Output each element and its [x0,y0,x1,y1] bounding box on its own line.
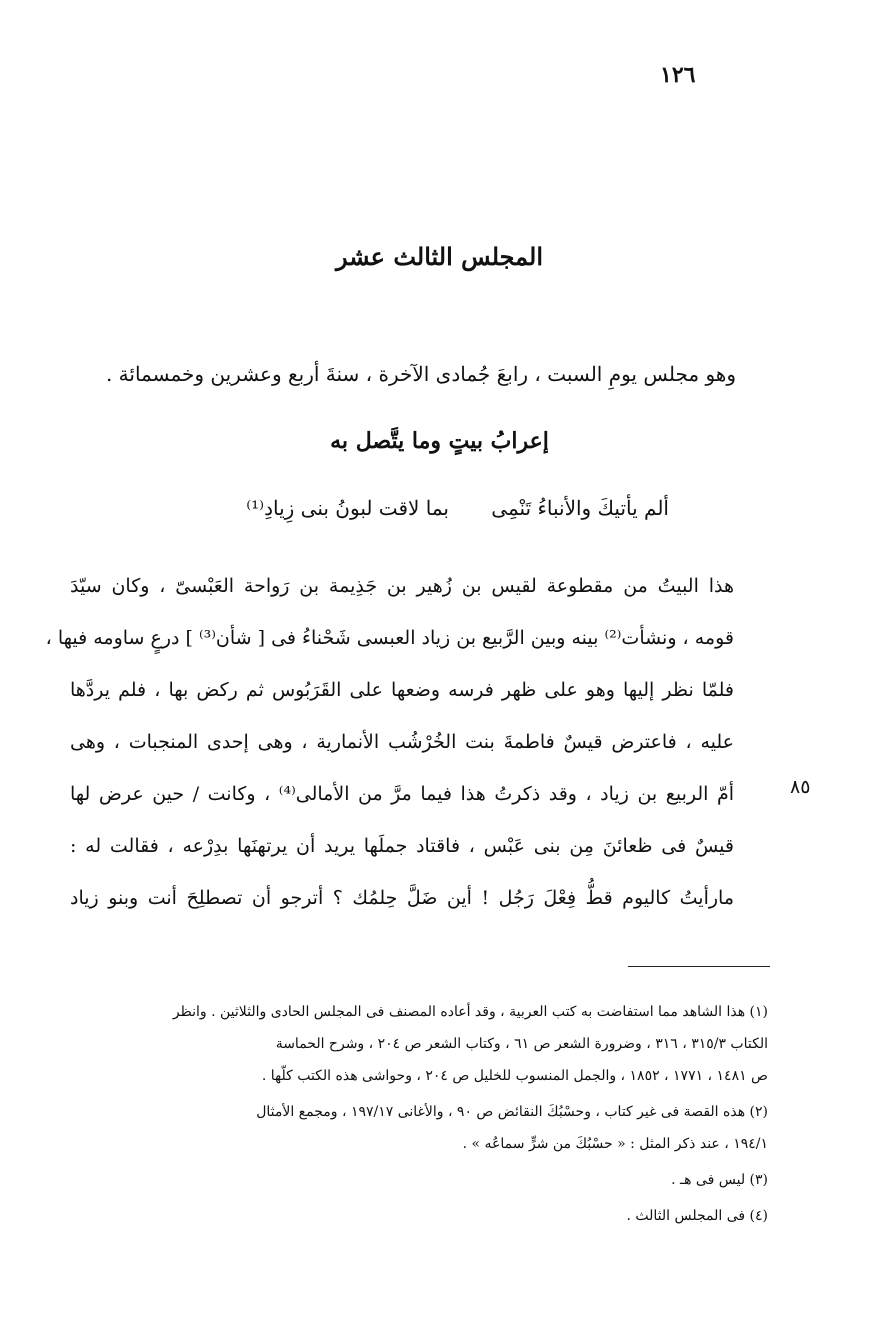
session-intro: وهو مجلس يومِ السبت ، رابعَ جُمادى الآخرة ، سنةَ أربع وعشرين وخمسمائة . [105,362,736,386]
verse-first-hemistich: ألم يأتيكَ والأنباءُ تَنْمِى [491,496,669,520]
footnote-line: (١) هذا الشاهد مما استفاضت به كتب العربية ، وقد أعاده المصنف فى المجلس الحادى والثلاثين . وانظر [172,1004,768,1020]
text-line: مارأيتُ كاليوم قطُّ فِعْلَ رَجُل ! أين ضَلَّ حِلمُك ؟ أترجو أن تصطلِحَ أنت وبنو زياد [70,887,734,909]
footnote-line: ص ١٤٨١ ، ١٧٧١ ، ١٨٥٢ ، والجمل المنسوب للخليل ص ٢٠٤ ، وحواشى هذه الكتب كلّها . [261,1068,768,1084]
text-line: فلمّا نظر إليها وهو على ظهر فرسه وضعها على القَرَبُوس ثم ركض بها ، فلم يردَّها [70,679,734,701]
footnote-divider [628,966,770,967]
section-heading: إعرابُ بيتٍ وما يتَّصل به [330,428,549,454]
poetry-verse [0,496,879,536]
text-line: هذا البيتُ من مقطوعة لقيس بن زُهير بن جَذِيمة بن رَواحة العَبْسىّ ، وكان سيّدَ [70,575,734,597]
text-line: قيسٌ فى ظعائنَ مِن بنى عَبْس ، فاقتاد جملَها يريد أن يرتهنَها بدِرْعه ، فقالت له : [70,835,734,857]
margin-folio-number: ٨٥ [790,776,811,798]
chapter-title: المجلس الثالث عشر [336,242,543,271]
verse-second-hemistich: بما لاقت لبونُ بنى زِيادِ⁽¹⁾ [246,496,449,520]
footnote-3 [68,1164,768,1196]
footnote-line: (٤) فى المجلس الثالث . [626,1208,768,1224]
footnote-line: (٢) هذه القصة فى غير كتاب ، وحسْبُكَ النقائض ص ٩٠ ، والأغانى ١٩٧/١٧ ، ومجمع الأمثال [256,1104,768,1120]
footnote-line: ١٩٤/١ ، عند ذكر المثل : « حسْبُكَ من شرٍّ سماعُه » . [462,1136,768,1152]
footnote-line: (٣) ليس فى هـ . [671,1172,768,1188]
text-line: أمّ الربيع بن زياد ، وقد ذكرتُ هذا فيما مرَّ من الأمالى⁽⁴⁾ ، وكانت / حين عرض لها [70,783,734,805]
footnote-1 [68,996,768,1092]
footnote-4 [68,1200,768,1232]
text-line: عليه ، فاعترض قيسٌ فاطمةَ بنت الخُرْشُب الأنمارية ، وهى إحدى المنجبات ، وهى [70,731,734,753]
page-number: ١٢٦ [660,62,696,88]
text-line: قومه ، ونشأت⁽²⁾ بينه وبين الرَّبيع بن زياد العبسى شَحْناءُ فى [ شأن⁽³⁾ ] درعٍ ساومه فيها ، [45,627,734,649]
footnotes [68,996,768,1232]
footnote-2 [68,1096,768,1160]
footnote-line: الكتاب ٣١٥/٣ ، ٣١٦ ، وضرورة الشعر ص ٦١ ، وكتاب الشعر ص ٢٠٤ ، وشرح الحماسة [275,1036,768,1052]
main-text [45,566,734,930]
